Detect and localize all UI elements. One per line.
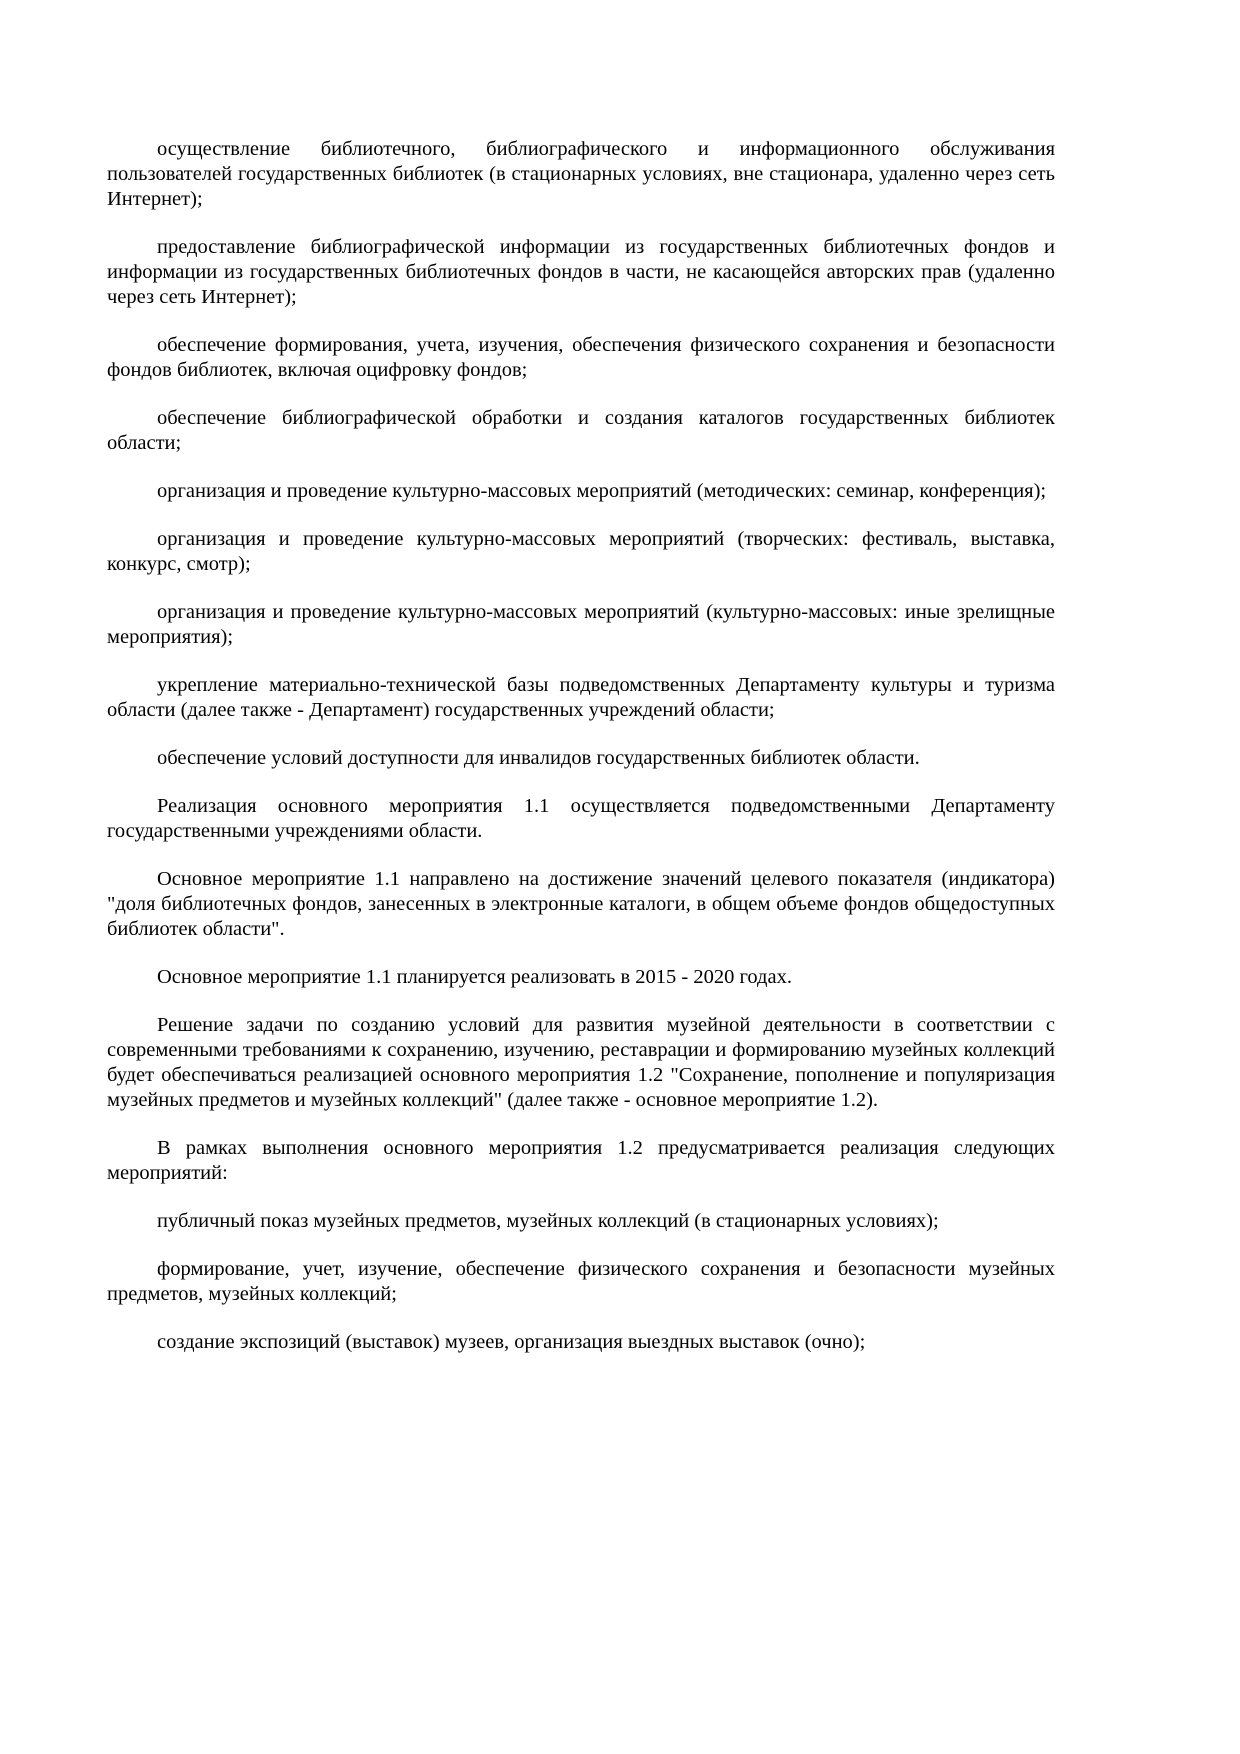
- paragraph: обеспечение библиографической обработки и создания каталогов государственных библиотек области;: [107, 407, 1055, 454]
- paragraph: публичный показ музейных предметов, музейных коллекций (в стационарных условиях);: [157, 1210, 939, 1232]
- paragraph: укрепление материально-технической базы подведомственных Департаменту культуры и туризма области (далее также - Департамент) государственных учреждений области;: [107, 674, 1055, 721]
- paragraph: создание экспозиций (выставок) музеев, организация выездных выставок (очно);: [157, 1331, 866, 1353]
- paragraph: Решение задачи по созданию условий для развития музейной деятельности в соответствии с современными требованиями к сохранению, изучению, реставрации и формированию музейных коллекций будет обеспечиваться реализацией основного мероприятия 1.2 "Сохранение, пополнение и популяризация музейных предметов и музейных коллекций" (далее также - основное мероприятие 1.2).: [107, 1014, 1055, 1111]
- paragraph: обеспечение условий доступности для инвалидов государственных библиотек области.: [157, 747, 920, 769]
- paragraph: организация и проведение культурно-массовых мероприятий (культурно-массовых: иные зрелищные мероприятия);: [107, 601, 1055, 648]
- paragraph: Основное мероприятие 1.1 планируется реализовать в 2015 - 2020 годах.: [157, 966, 792, 988]
- paragraph: предоставление библиографической информации из государственных библиотечных фондов и информации из государственных библиотечных фондов в части, не касающейся авторских прав (удаленно через сеть Интернет);: [107, 236, 1055, 308]
- paragraph: Основное мероприятие 1.1 направлено на достижение значений целевого показателя (индикатора) "доля библиотечных фондов, занесенных в электронные каталоги, в общем объеме фондов общедоступных библиотек области".: [107, 868, 1055, 940]
- document-page: [107, 137, 1055, 1378]
- paragraph: Реализация основного мероприятия 1.1 осуществляется подведомственными Департаменту государственными учреждениями области.: [107, 795, 1055, 842]
- paragraph: осуществление библиотечного, библиографического и информационного обслуживания пользователей государственных библиотек (в стационарных условиях, вне стационара, удаленно через сеть Интернет);: [107, 138, 1055, 210]
- paragraph: формирование, учет, изучение, обеспечение физического сохранения и безопасности музейных предметов, музейных коллекций;: [107, 1258, 1055, 1305]
- paragraph: организация и проведение культурно-массовых мероприятий (творческих: фестиваль, выставка, конкурс, смотр);: [107, 528, 1055, 575]
- paragraph: обеспечение формирования, учета, изучения, обеспечения физического сохранения и безопасности фондов библиотек, включая оцифровку фондов;: [107, 334, 1055, 381]
- paragraph: организация и проведение культурно-массовых мероприятий (методических: семинар, конференция);: [157, 480, 1047, 502]
- paragraph: В рамках выполнения основного мероприятия 1.2 предусматривается реализация следующих мероприятий:: [107, 1137, 1055, 1184]
